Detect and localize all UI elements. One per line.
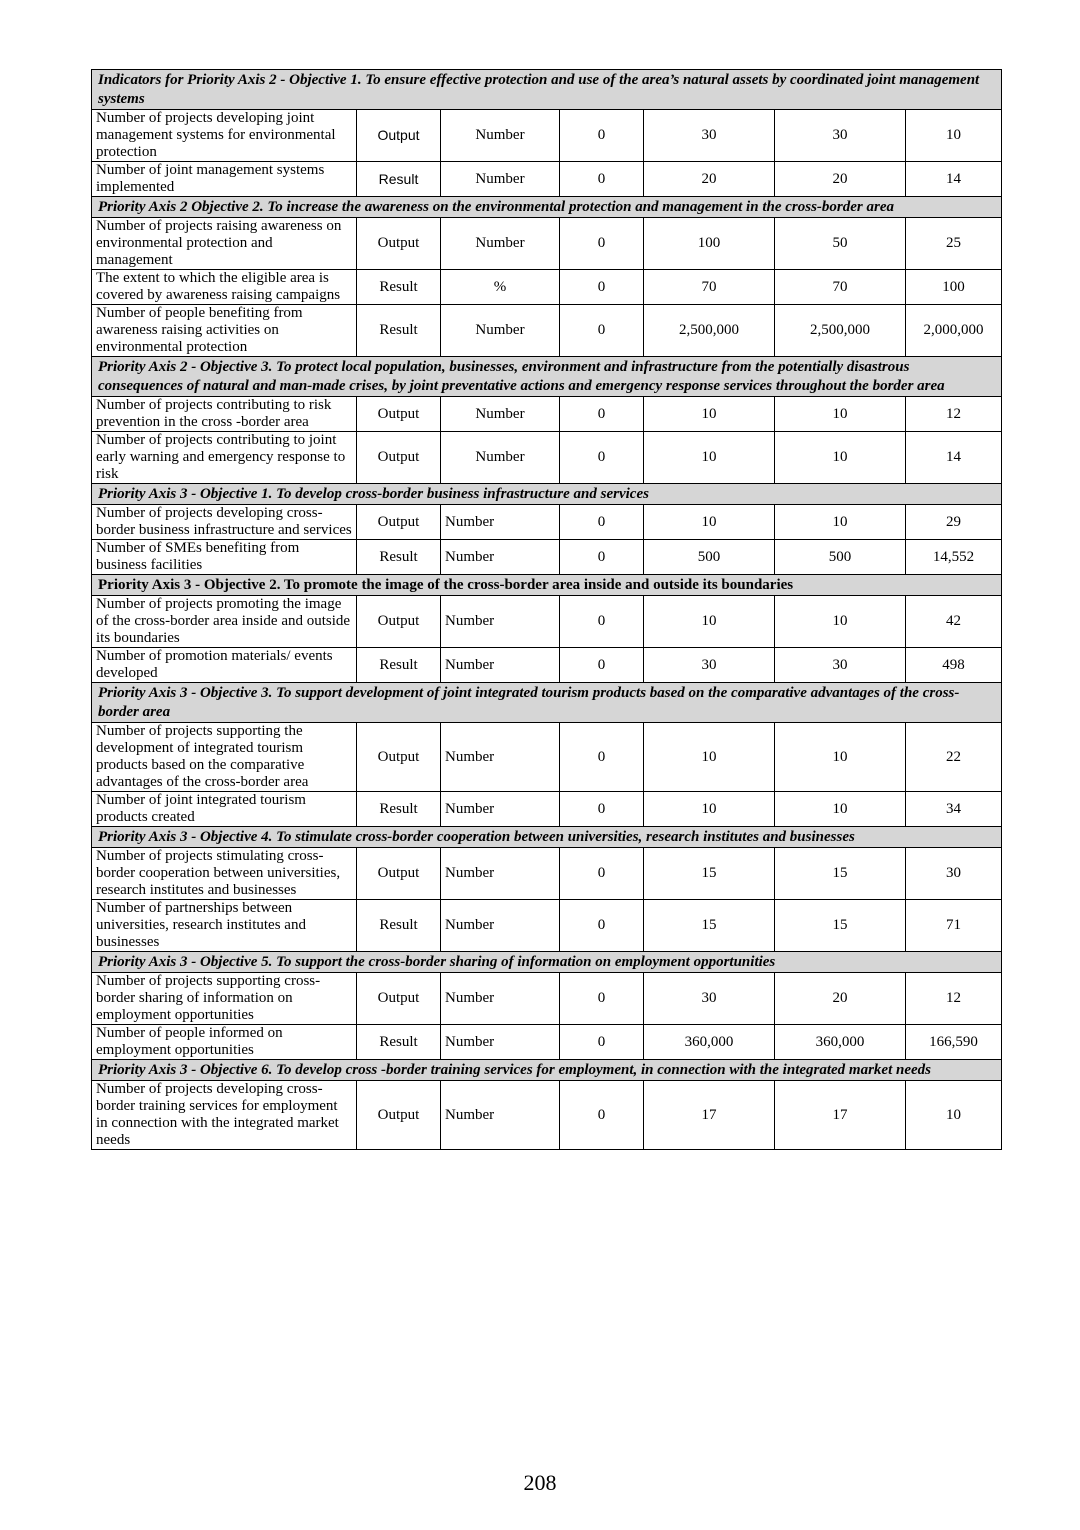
type-cell: Result — [357, 648, 441, 683]
indicators-table — [91, 69, 1002, 1150]
baseline-cell: 0 — [560, 648, 644, 683]
section-title: Priority Axis 2 - Objective 3. To protect local population, businesses, environment and infrastructure from the potentially disastrous consequences of natural and man-made crises, by joint preventative actions and emergency response services throughout the border area — [92, 357, 1002, 397]
achieved-cell: 42 — [906, 596, 1002, 648]
section-header-row — [92, 952, 1002, 973]
unit-cell: Number — [441, 648, 560, 683]
target-cell: 10 — [644, 397, 775, 432]
target-2-cell: 50 — [775, 218, 906, 270]
indicator-cell: Number of people informed on employment opportunities — [92, 1025, 357, 1060]
target-cell: 17 — [644, 1081, 775, 1150]
indicator-cell: Number of projects developing joint management systems for environmental protection — [92, 110, 357, 162]
section-header-row — [92, 197, 1002, 218]
achieved-cell: 2,000,000 — [906, 305, 1002, 357]
type-cell: Result — [357, 792, 441, 827]
section-title: Priority Axis 3 - Objective 4. To stimulate cross-border cooperation between universities, research institutes and businesses — [92, 827, 1002, 848]
unit-cell: Number — [441, 305, 560, 357]
baseline-cell: 0 — [560, 596, 644, 648]
baseline-cell: 0 — [560, 218, 644, 270]
unit-cell: Number — [441, 505, 560, 540]
target-2-cell: 20 — [775, 162, 906, 197]
baseline-cell: 0 — [560, 1025, 644, 1060]
target-2-cell: 17 — [775, 1081, 906, 1150]
table-row — [92, 648, 1002, 683]
table-row — [92, 973, 1002, 1025]
indicator-cell: Number of projects supporting cross-border sharing of information on employment opportunities — [92, 973, 357, 1025]
unit-cell: Number — [441, 540, 560, 575]
baseline-cell: 0 — [560, 505, 644, 540]
unit-cell: Number — [441, 1081, 560, 1150]
baseline-cell: 0 — [560, 900, 644, 952]
type-cell: Output — [357, 848, 441, 900]
type-cell: Result — [357, 540, 441, 575]
table-row — [92, 1081, 1002, 1150]
indicator-cell: Number of projects supporting the development of integrated tourism products based on the comparative advantages of the cross-border area — [92, 723, 357, 792]
type-cell: Result — [357, 305, 441, 357]
baseline-cell: 0 — [560, 110, 644, 162]
section-header-row — [92, 575, 1002, 596]
target-2-cell: 10 — [775, 397, 906, 432]
section-header-row — [92, 70, 1002, 110]
achieved-cell: 14 — [906, 162, 1002, 197]
type-cell: Output — [357, 723, 441, 792]
target-cell: 15 — [644, 848, 775, 900]
indicator-cell: Number of joint integrated tourism products created — [92, 792, 357, 827]
table-row — [92, 505, 1002, 540]
type-cell: Output — [357, 973, 441, 1025]
type-cell: Result — [357, 1025, 441, 1060]
achieved-cell: 12 — [906, 397, 1002, 432]
unit-cell: Number — [441, 848, 560, 900]
target-cell: 10 — [644, 432, 775, 484]
target-cell: 10 — [644, 792, 775, 827]
target-cell: 70 — [644, 270, 775, 305]
indicator-cell: Number of SMEs benefiting from business facilities — [92, 540, 357, 575]
table-row — [92, 110, 1002, 162]
indicator-cell: Number of projects developing cross-border business infrastructure and services — [92, 505, 357, 540]
table-row — [92, 792, 1002, 827]
target-cell: 10 — [644, 505, 775, 540]
target-cell: 360,000 — [644, 1025, 775, 1060]
indicator-cell: Number of people benefiting from awareness raising activities on environmental protection — [92, 305, 357, 357]
baseline-cell: 0 — [560, 270, 644, 305]
achieved-cell: 25 — [906, 218, 1002, 270]
target-2-cell: 360,000 — [775, 1025, 906, 1060]
target-2-cell: 20 — [775, 973, 906, 1025]
table-row — [92, 1025, 1002, 1060]
unit-cell: Number — [441, 792, 560, 827]
baseline-cell: 0 — [560, 1081, 644, 1150]
indicator-cell: Number of projects contributing to risk prevention in the cross -border area — [92, 397, 357, 432]
type-cell: Output — [357, 218, 441, 270]
unit-cell: Number — [441, 1025, 560, 1060]
table-row — [92, 305, 1002, 357]
table-row — [92, 432, 1002, 484]
achieved-cell: 14,552 — [906, 540, 1002, 575]
achieved-cell: 10 — [906, 110, 1002, 162]
target-2-cell: 10 — [775, 792, 906, 827]
target-2-cell: 500 — [775, 540, 906, 575]
target-cell: 20 — [644, 162, 775, 197]
indicator-cell: Number of projects promoting the image of the cross-border area inside and outside its boundaries — [92, 596, 357, 648]
section-title: Priority Axis 3 - Objective 2. To promote the image of the cross-border area inside and outside its boundaries — [92, 575, 1002, 596]
unit-cell: Number — [441, 596, 560, 648]
achieved-cell: 22 — [906, 723, 1002, 792]
page-number: 208 — [523, 1470, 557, 1495]
section-title: Indicators for Priority Axis 2 - Objective 1. To ensure effective protection and use of the area’s natural assets by coordinated joint management systems — [92, 70, 1002, 110]
section-header-row — [92, 484, 1002, 505]
table-row — [92, 397, 1002, 432]
indicator-cell: The extent to which the eligible area is covered by awareness raising campaigns — [92, 270, 357, 305]
unit-cell: % — [441, 270, 560, 305]
section-title: Priority Axis 3 - Objective 6. To develop cross -border training services for employment, in connection with the integrated market needs — [92, 1060, 1002, 1081]
target-cell: 30 — [644, 110, 775, 162]
section-header-row — [92, 683, 1002, 723]
target-2-cell: 30 — [775, 648, 906, 683]
type-cell: Output — [357, 110, 441, 162]
section-header-row — [92, 827, 1002, 848]
type-cell: Output — [357, 596, 441, 648]
baseline-cell: 0 — [560, 540, 644, 575]
type-cell: Output — [357, 397, 441, 432]
indicator-cell: Number of joint management systems implemented — [92, 162, 357, 197]
table-row — [92, 596, 1002, 648]
baseline-cell: 0 — [560, 848, 644, 900]
achieved-cell: 71 — [906, 900, 1002, 952]
target-2-cell: 70 — [775, 270, 906, 305]
type-cell: Result — [357, 270, 441, 305]
section-title: Priority Axis 3 - Objective 1. To develop cross-border business infrastructure and services — [92, 484, 1002, 505]
type-cell: Result — [357, 900, 441, 952]
target-cell: 10 — [644, 723, 775, 792]
unit-cell: Number — [441, 397, 560, 432]
achieved-cell: 30 — [906, 848, 1002, 900]
indicator-cell: Number of projects raising awareness on environmental protection and management — [92, 218, 357, 270]
achieved-cell: 29 — [906, 505, 1002, 540]
unit-cell: Number — [441, 218, 560, 270]
achieved-cell: 166,590 — [906, 1025, 1002, 1060]
indicator-cell: Number of projects contributing to joint early warning and emergency response to risk — [92, 432, 357, 484]
baseline-cell: 0 — [560, 792, 644, 827]
section-title: Priority Axis 3 - Objective 3. To support development of joint integrated tourism products based on the comparative advantages of the cross-border area — [92, 683, 1002, 723]
target-cell: 10 — [644, 596, 775, 648]
target-cell: 15 — [644, 900, 775, 952]
unit-cell: Number — [441, 900, 560, 952]
unit-cell: Number — [441, 162, 560, 197]
baseline-cell: 0 — [560, 723, 644, 792]
type-cell: Output — [357, 1081, 441, 1150]
target-2-cell: 15 — [775, 900, 906, 952]
section-header-row — [92, 357, 1002, 397]
indicator-cell: Number of partnerships between universities, research institutes and businesses — [92, 900, 357, 952]
type-cell: Output — [357, 505, 441, 540]
baseline-cell: 0 — [560, 973, 644, 1025]
table-row — [92, 162, 1002, 197]
target-2-cell: 10 — [775, 505, 906, 540]
indicators-table-body — [92, 70, 1002, 1150]
table-row — [92, 270, 1002, 305]
target-cell: 30 — [644, 648, 775, 683]
unit-cell: Number — [441, 723, 560, 792]
achieved-cell: 14 — [906, 432, 1002, 484]
section-title: Priority Axis 2 Objective 2. To increase the awareness on the environmental protection and management in the cross-border area — [92, 197, 1002, 218]
indicator-cell: Number of projects stimulating cross-border cooperation between universities, research institutes and businesses — [92, 848, 357, 900]
target-2-cell: 10 — [775, 723, 906, 792]
target-2-cell: 2,500,000 — [775, 305, 906, 357]
target-cell: 100 — [644, 218, 775, 270]
unit-cell: Number — [441, 973, 560, 1025]
section-header-row — [92, 1060, 1002, 1081]
table-row — [92, 218, 1002, 270]
baseline-cell: 0 — [560, 432, 644, 484]
achieved-cell: 498 — [906, 648, 1002, 683]
target-cell: 30 — [644, 973, 775, 1025]
target-2-cell: 15 — [775, 848, 906, 900]
indicator-cell: Number of projects developing cross-border training services for employment in connection with the integrated market needs — [92, 1081, 357, 1150]
type-cell: Result — [357, 162, 441, 197]
unit-cell: Number — [441, 110, 560, 162]
section-title: Priority Axis 3 - Objective 5. To support the cross-border sharing of information on employment opportunities — [92, 952, 1002, 973]
target-2-cell: 30 — [775, 110, 906, 162]
table-row — [92, 723, 1002, 792]
table-row — [92, 900, 1002, 952]
target-2-cell: 10 — [775, 432, 906, 484]
achieved-cell: 12 — [906, 973, 1002, 1025]
target-cell: 500 — [644, 540, 775, 575]
indicator-cell: Number of promotion materials/ events developed — [92, 648, 357, 683]
type-cell: Output — [357, 432, 441, 484]
target-2-cell: 10 — [775, 596, 906, 648]
table-row — [92, 540, 1002, 575]
achieved-cell: 10 — [906, 1081, 1002, 1150]
table-row — [92, 848, 1002, 900]
achieved-cell: 34 — [906, 792, 1002, 827]
baseline-cell: 0 — [560, 305, 644, 357]
unit-cell: Number — [441, 432, 560, 484]
target-cell: 2,500,000 — [644, 305, 775, 357]
baseline-cell: 0 — [560, 162, 644, 197]
baseline-cell: 0 — [560, 397, 644, 432]
achieved-cell: 100 — [906, 270, 1002, 305]
